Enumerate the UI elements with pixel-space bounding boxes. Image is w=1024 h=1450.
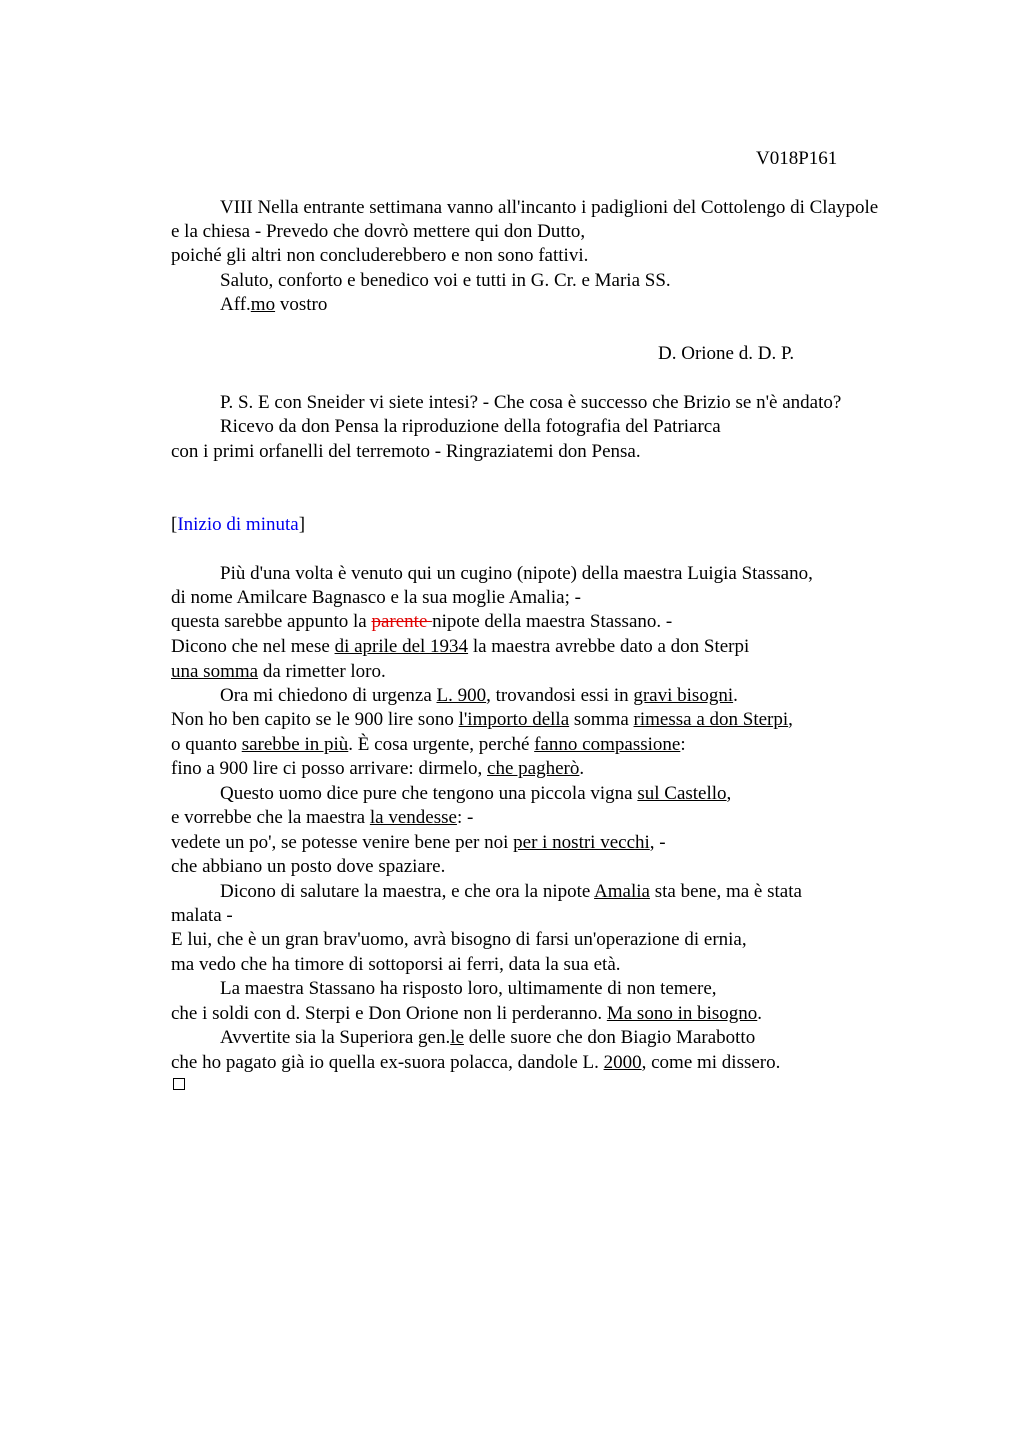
underlined-text: sarebbe in più [241,734,349,755]
draft-text: la maestra avrebbe dato a don Sterpi [468,636,750,657]
minuta-label: Inizio di minuta [177,514,299,535]
draft-text: che ho pagato già io quella ex-suora polacca, dandole L. [171,1052,604,1073]
closing-text: vostro [275,294,328,315]
draft-text: , - [649,832,666,853]
draft-text: nipote della maestra Stassano. - [432,611,673,632]
draft-text: Non ho ben capito se le 900 lire sono [171,709,459,730]
draft-text: Ora mi chiedono di urgenza [220,685,437,706]
draft-line [220,1026,755,1050]
draft-line [171,708,793,732]
underlined-text: Amalia [594,881,650,902]
draft-line [220,782,731,806]
closing-abbrev: mo [250,294,276,315]
draft-text: . È cosa urgente, perché [348,734,535,755]
draft-text: Questo uomo dice pure che tengono una piccola vigna [220,783,638,804]
underlined-text: 2000 [603,1052,642,1073]
draft-text: . [757,1003,763,1024]
bracket: ] [298,514,306,535]
draft-line [220,684,738,708]
deleted-word: parente [371,611,433,632]
ps-line: Ricevo da don Pensa la riproduzione della fotografia del Patriarca [220,416,721,437]
letter-line: Saluto, conforto e benedico voi e tutti in G. Cr. e Maria SS. [220,270,671,291]
draft-text: Avvertite sia la Superiora gen. [220,1027,451,1048]
draft-line [220,880,802,904]
underlined-text: sul Castello [637,783,727,804]
draft-text: , [726,783,732,804]
draft-line [171,757,584,781]
underlined-text: la vendesse [369,807,457,828]
draft-text: , trovandosi essi in [486,685,634,706]
letter-line: poiché gli altri non concluderebbero e non sono fattivi. [171,245,589,266]
letter-line: VIII Nella entrante settimana vanno all'incanto i padiglioni del Cottolengo di Claypole [220,197,879,218]
draft-text: Dicono che nel mese [171,636,335,657]
ps-line: con i primi orfanelli del terremoto - Ringraziatemi don Pensa. [171,441,641,462]
draft-text: somma [569,709,634,730]
draft-line: La maestra Stassano ha risposto loro, ultimamente di non temere, [220,978,717,999]
underlined-text: Ma sono in bisogno [606,1003,758,1024]
underlined-text: le [450,1027,464,1048]
draft-text: che i soldi con d. Sterpi e Don Orione non li perderanno. [171,1003,607,1024]
draft-line [171,831,666,855]
end-marker-box [173,1078,185,1090]
draft-text: e vorrebbe che la maestra [171,807,370,828]
draft-line: E lui, che è un gran brav'uomo, avrà bisogno di farsi un'operazione di ernia, [171,929,747,950]
draft-line [171,733,686,757]
underlined-text: L. 900 [436,685,487,706]
draft-text: questa sarebbe appunto la [171,611,372,632]
closing-line [220,293,327,317]
draft-text: . [733,685,738,706]
draft-text: sta bene, ma è stata [649,881,802,902]
draft-text: Dicono di salutare la maestra, e che ora la nipote [220,881,595,902]
draft-text: da rimetter loro. [258,661,386,682]
underlined-text: che pagherò [487,758,580,779]
ps-line: P. S. E con Sneider vi siete intesi? - Che cosa è successo che Brizio se n'è andato? [220,392,842,413]
draft-line [171,1002,762,1026]
draft-line [171,610,672,634]
draft-text: . [579,758,585,779]
underlined-text: gravi bisogni [633,685,734,706]
draft-text: delle suore che don Biagio Marabotto [463,1027,756,1048]
draft-text: fino a 900 lire ci posso arrivare: dirmelo, [171,758,488,779]
closing-text: Aff. [220,294,251,315]
draft-line: che abbiano un posto dove spaziare. [171,856,446,877]
draft-text: o quanto [171,734,242,755]
underlined-text: rimessa a don Sterpi [633,709,789,730]
draft-line [171,660,386,684]
minuta-heading [171,513,305,537]
draft-text: , [788,709,793,730]
signature: D. Orione d. D. P. [658,343,795,364]
page-reference: V018P161 [756,148,838,169]
draft-line: malata - [171,905,233,926]
underlined-text: fanno compassione [534,734,681,755]
draft-text: : - [456,807,474,828]
draft-text: , come mi dissero. [641,1052,781,1073]
bracket: [ [171,514,178,535]
draft-line [171,806,473,830]
underlined-text: una somma [171,661,259,682]
draft-line: ma vedo che ha timore di sottoporsi ai ferri, data la sua età. [171,954,621,975]
underlined-text: per i nostri vecchi [513,832,650,853]
draft-line [171,1051,780,1075]
underlined-text: l'importo della [458,709,570,730]
draft-text: vedete un po', se potesse venire bene per noi [171,832,514,853]
draft-line: di nome Amilcare Bagnasco e la sua moglie Amalia; - [171,587,581,608]
underlined-text: di aprile del 1934 [334,636,469,657]
draft-line: Più d'una volta è venuto qui un cugino (nipote) della maestra Luigia Stassano, [220,563,813,584]
letter-line: e la chiesa - Prevedo che dovrò mettere qui don Dutto, [171,221,586,242]
draft-line [171,635,749,659]
draft-text: : [680,734,686,755]
